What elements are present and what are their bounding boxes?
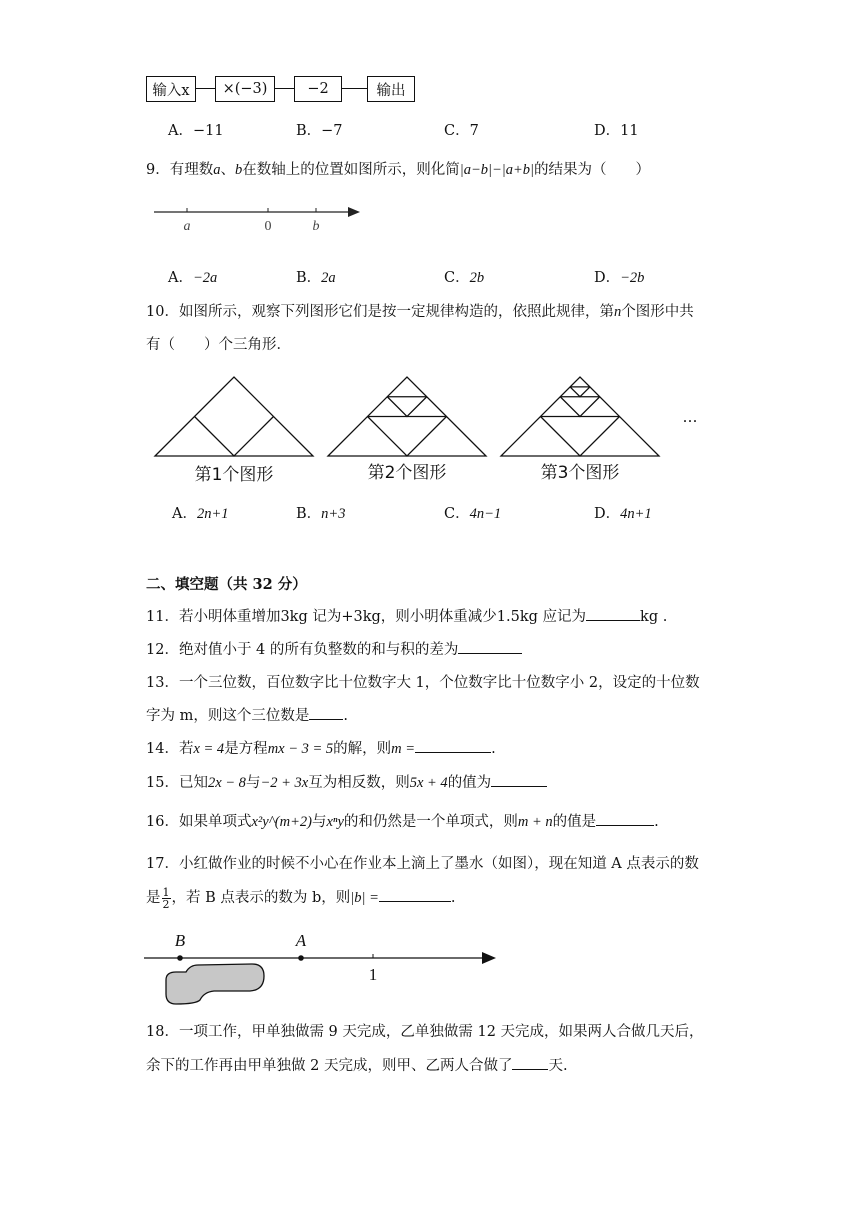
label-0: 0 — [264, 219, 272, 234]
q10-stem-line1: 10．如图所示，观察下列图形它们是按一定规律构造的，依照此规律，第n个图形中共 — [146, 304, 694, 320]
caption-figure-3: 第3个图形 — [540, 463, 620, 483]
q10-option-a[interactable]: A．2n+1 — [172, 506, 229, 522]
flow-connector — [341, 88, 367, 89]
flow-box-multiply: ×(−3) — [215, 76, 275, 102]
q9-stem: 9．有理数a、b在数轴上的位置如图所示，则化简|a−b|−|a+b|的结果为（ ） — [146, 162, 651, 178]
q17-line1: 17．小红做作业的时候不小心在作业本上滴上了墨水（如图），现在知道 A 点表示的数 — [146, 856, 699, 872]
caption-figure-2: 第2个图形 — [367, 463, 447, 483]
q9-option-d[interactable]: D．−2b — [594, 270, 645, 286]
flowchart — [146, 76, 426, 102]
q9-option-c[interactable]: C．2b — [444, 270, 485, 286]
label-a: A — [295, 931, 307, 950]
figure-2 — [328, 377, 486, 456]
answer-blank[interactable] — [596, 811, 654, 826]
q12: 12．绝对值小于 4 的所有负整数的和与积的差为 — [146, 638, 522, 659]
q9-option-a[interactable]: A．−2a — [168, 270, 218, 286]
q10-stem-line2: 有（ ）个三角形． — [146, 337, 291, 353]
q17-line2: 是 $\frac{1}{2}$ ，若 B 点表示的数为 b，则|b| = . — [146, 885, 456, 911]
q9-option-b[interactable]: B．2a — [296, 270, 336, 286]
q9-number-line — [150, 200, 370, 236]
section-title: 二、填空题（共 32 分） — [146, 576, 307, 593]
axis-arrow — [482, 952, 496, 964]
q13-line1: 13．一个三位数，百位数字比十位数字大 1，个位数字比十位数字小 2，设定的十位数 — [146, 675, 700, 691]
answer-blank[interactable] — [309, 705, 343, 720]
q11: 11．若小明体重增加3kg 记为+3kg，则小明体重减少1.5kg 应记为 kg . — [146, 605, 667, 626]
answer-blank[interactable] — [512, 1055, 548, 1070]
q16: 16．如果单项式x²y^(m+2)与xⁿy的和仍然是一个单项式，则m + n的值是 . — [146, 810, 659, 831]
answer-blank[interactable] — [379, 887, 451, 902]
flow-box-output: 输出 — [367, 76, 415, 102]
q18-line2: 余下的工作再由甲单独做 2 天完成，则甲、乙两人合做了 天. — [146, 1054, 568, 1075]
point-a — [298, 955, 304, 961]
q14: 14．若x = 4是方程mx − 3 = 5的解，则m = . — [146, 737, 496, 758]
label-b: b — [312, 219, 320, 234]
q8-option-b[interactable]: B．−7 — [296, 123, 343, 139]
answer-blank[interactable] — [586, 606, 640, 621]
flow-box-subtract: −2 — [294, 76, 342, 102]
figure-3 — [501, 377, 659, 456]
flow-box-input: 输入x — [146, 76, 196, 102]
fraction-one-half: $\frac{1}{2}$ — [162, 885, 170, 911]
figure-1 — [155, 377, 313, 456]
q17-number-line — [140, 926, 510, 1008]
q10-option-b[interactable]: B．n+3 — [296, 506, 346, 522]
axis-arrow — [348, 207, 360, 217]
answer-blank[interactable] — [458, 639, 522, 654]
caption-figure-1: 第1个图形 — [194, 465, 274, 485]
answer-blank[interactable] — [491, 772, 547, 787]
q10-option-d[interactable]: D．4n+1 — [594, 506, 652, 522]
q10-option-c[interactable]: C．4n−1 — [444, 506, 502, 522]
flow-connector — [274, 88, 294, 89]
q18-line1: 18．一项工作，甲单独做需 9 天完成，乙单独做需 12 天完成，如果两人合做几天后， — [146, 1024, 704, 1040]
label-b: B — [174, 931, 186, 950]
label-a: a — [183, 219, 191, 234]
ink-blot-icon — [166, 964, 264, 1004]
q15: 15．已知2x − 8与−2 + 3x互为相反数，则5x + 4的值为 — [146, 771, 547, 792]
q8-option-c[interactable]: C．7 — [444, 123, 479, 139]
q10-figures — [150, 372, 710, 492]
point-b — [177, 955, 183, 961]
answer-blank[interactable] — [415, 738, 491, 753]
label-1: 1 — [368, 965, 378, 984]
flow-connector — [195, 88, 215, 89]
q8-option-a[interactable]: A．−11 — [168, 123, 224, 139]
ellipsis: … — [682, 408, 698, 426]
q13-line2: 字为 m，则这个三位数是 . — [146, 704, 348, 725]
q8-option-d[interactable]: D．11 — [594, 123, 639, 139]
